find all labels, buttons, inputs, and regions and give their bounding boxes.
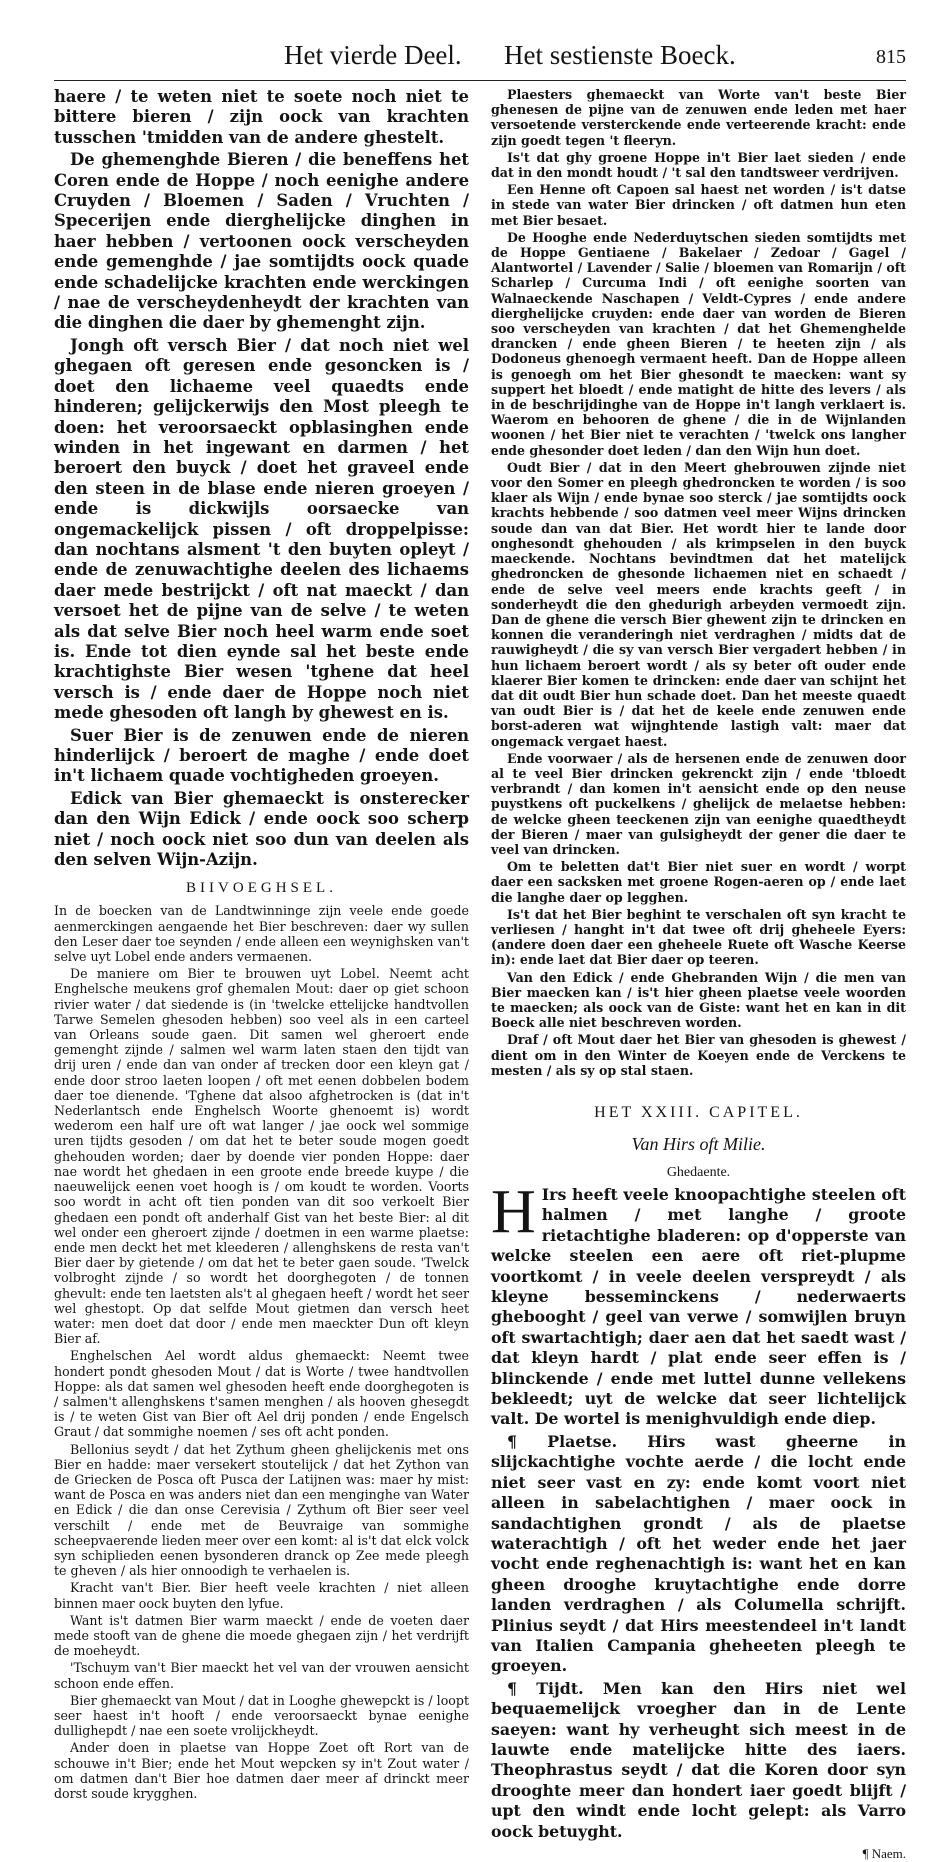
paragraph: Een Henne oft Capoen sal haest net worden / is't datse in stede van water Bier drincken / oft datmen hun eten met Bier besaet. — [491, 182, 906, 228]
catchword: ¶ Naem. — [862, 1846, 906, 1861]
section-heading: BIIVOEGHSEL. — [186, 880, 337, 897]
right-column — [491, 87, 906, 1861]
paragraph: De maniere om Bier te brouwen uyt Lobel. Neemt acht Enghelsche meukens grof ghemalen Mout: daer op giet schoon rivier water / dat siedende is (in 'twelcke ettelijcke handtvollen Tarwe Semelen ghesoden hebben) soo veel als in een carteel van Orleans soude gaen. Dit samen wel gheroert ende gemenght zijnde / salmen wel warm laten staen den tijdt van drij uren / ende dan van onder af trecken door een kleyn gat / ende door stroo laeten loopen / oft met eenen dobbelen bodem daer toe dienende. 'Tghene dat alsoo afghetrocken is (dat in't Nederlantsch ende Enghelsch Woorte ghenoemt is) wordt wederom een half ure oft wat langer / jae oock wel sommige uren tijdts gesoden / om dat het te beter soude mogen goedt ghehouden worden; daer by doende vier ponden Hoppe: daer nae wordt het ghedaen in een groote ende breede kuype / die naeuwelijck eenen voet hoogh is / om koudt te worden. Voorts soo wordt in acht oft tien ponden van dit soo verkoelt Bier ghedaen een pondt oft anderhalf Gist van het beste Bier: al dit wel onder een gheroert zijnde / doetmen in een warme plaetse: ende men deckt het met kleederen / allenghskens de resta van't Bier daer by gietende / om dat het te beter gaen soude. 'Twelck volbroght zijnde / so wordt het doorghegoten / de tonnen ghevult: ende ten laetsten als't al ghegaen heeft / wordt het seer wel ghestopt. Op dat selfde Mout gietmen dan versch heet water: men doet dat door / ende men maeckter Dun oft kleyn Bier af. — [54, 966, 469, 1347]
part-title: Het vierde Deel. — [284, 40, 462, 70]
paragraph: Om te beletten dat't Bier niet suer en wordt / worpt daer een sacksken met groene Rogen-aeren op / ende laet die langhe daer op legghen. — [491, 859, 906, 905]
paragraph: Jongh oft versch Bier / dat noch niet wel ghegaen oft geresen ende gesoncken is / doet den lichaeme veel quaedts ende hinderen; gelijckerwijs den Most pleegh te doen: het veroorsaeckt opblasinghen ende winden in het ingewant en darmen / het beroert den buyck / doet het graveel ende den steen in de blase ende nieren groeyen / ende is dickwijls oorsaecke van ongemackelijck pissen / oft droppelpisse: dan nochtans alsment 't den buyten opleyt / ende de zenuwachtighe deelen des lichaems daer mede bestrijckt / oft nat maeckt / dan versoet het de pijne van de selve / te weten als dat selve Bier noch heel warm ende soet is. Ende tot dien eynde sal het beste ende krachtighste Bier wesen 'tghene dat heel versch is / ende daer de Hoppe noch niet mede ghesoden oft langh by ghewest en is. — [54, 335, 469, 723]
paragraph: Enghelschen Ael wordt aldus ghemaeckt: Neemt twee hondert pondt ghesoden Mout / dat is Worte / twee handtvollen Hoppe: als dat samen wel ghesoden heeft ende doorghegoten is / salmen't allenghskens t'samen menghen / als hooven ghesegdt is / te weten Gist van Bier oft Ael drij ponden / ende Engelsch Graut / dat sommighe noemen / ses oft acht ponden. — [54, 1348, 469, 1440]
paragraph: Ander doen in plaetse van Hoppe Zoet oft Rort van de schouwe in't Bier; ende het Mout wepcken sy in't Zout water / om datmen dan't Bier hoe datmen daer meer af drinckt meer dorst soude krygghen. — [54, 1740, 469, 1802]
paragraph: Suer Bier is de zenuwen ende de nieren hinderlijck / beroert de maghe / ende doet in't lichaem quade vochtigheden groeyen. — [54, 725, 469, 786]
chapter-heading: HET XXIII. CAPITEL. — [594, 1104, 803, 1121]
paragraph — [491, 1178, 906, 1430]
paragraph: ¶ Tijdt. Men kan den Hirs niet wel bequaemelijck vroegher dan in de Lente saeyen: want hy verheught sich meest in de lauwte ende matelijcke hitte des iaers. Theophrastus seydt / dat die Koren door syn drooghte meer dan hondert iaer goedt blijft / upt den windt ende locht gelept: als Varro oock betuyght. — [491, 1678, 906, 1841]
paragraph: De ghemenghde Bieren / die beneffens het Coren ende de Hoppe / noch eenighe andere Cruyden / Bloemen / Saden / Vruchten / Specerijen ende dierghelijcke dinghen in haer hebben / vertoonen oock verscheyden ende gemenghde / jae somtijdts oock quade ende schadelijcke krachten ende werckingen / nae de verscheydenheydt der krachten van die dinghen die daer by ghemenght zijn. — [54, 150, 469, 333]
paragraph: De Hooghe ende Nederduytschen sieden somtijdts met de Hoppe Gentiaene / Bakelaer / Zedoar / Gagel / Alantwortel / Lavender / Salie / bloemen van Romarijn / oft Scharlep / Curcuma Indi / oft eenighe soorten van Walnaeckende Naschapen / Veldt-Cypres / ende andere dierghelijcke cruyden: ende daer van worden de Bieren soo verscheyden van krachten / dat het Ghemenghelde drancken / ende gheen Bieren / te heeten zijn / als Dodoneus ghenoegh vermaent heeft. Dan de Hoppe alleen is genoegh om het Bier ghesondt te maecken: want sy suppert het bloedt / ende matight de hitte des levers / als in de beschrijdinghe van de Hoppe in't langh verklaert is. Waerom en behooren de ghene / die in de Wijnlanden woonen / het Bier niet te verachten / 'twelck ons langher ende ghesonder doet leden / dan den Wijn hun doet. — [491, 229, 906, 458]
paragraph: Ende voorwaer / als de hersenen ende de zenuwen door al te veel Bier drincken gekrenckt zijn / ende 'tbloedt verbrandt / dan komen in't aensicht ende op den neuse puystkens oft puckelkens / ghelijck de melaetse hebben: de welcke gheen teeckenen zijn van eenighe quaedtheydt der Bieren / maer van gulsigheydt der gener die daer te veel van drincken. — [491, 750, 906, 857]
paragraph: Edick van Bier ghemaeckt is onsterecker dan den Wijn Edick / ende oock soo scherp niet / noch oock niet soo dun van deelen als den selven Wijn-Azijn. — [54, 788, 469, 870]
chapter-title: Van Hirs oft Milie. — [631, 1134, 766, 1154]
running-head — [54, 38, 906, 78]
page-number: 815 — [876, 46, 906, 68]
left-column — [54, 87, 469, 1802]
paragraph: Plaesters ghemaeckt van Worte van't beste Bier ghenesen de pijne van de zenuwen ende leden met haer versoetende versterckende ende verteerende kracht: ende zijn goedt tegen 't fleeryn. — [491, 87, 906, 148]
paragraph: Draf / oft Mout daer het Bier van ghesoden is ghewest / dient om in den Winter de Koeyen ende de Verckens te mesten / als sy op stal staen. — [491, 1032, 906, 1078]
paragraph: Want is't datmen Bier warm maeckt / ende de voeten daer mede stooft van de ghene die moede ghegaen zijn / het verdrijft de moeheydt. — [54, 1612, 469, 1659]
drop-cap: H — [491, 1178, 536, 1246]
paragraph: Kracht van't Bier. Bier heeft veele krachten / niet alleen binnen maer oock buyten den lyfue. — [54, 1580, 469, 1611]
paragraph: In de boecken van de Landtwinninge zijn veele ende goede aenmerckingen aengaende het Bier beschreven: daer wy sullen den Leser daer toe seynden / ende alleen een weynighsken van't selve uyt Lobel ende anders vermaenen. — [54, 903, 469, 965]
paragraph: ¶ Plaetse. Hirs wast gheerne in slijckachtighe vochte aerde / die locht ende niet seer vast en zy: ende komt voort niet alleen in sabelachtighen / maer oock in sandachtighen grondt / als de plaetse waterachtigh / oft het weder ende het jaer vocht ende reghenachtigh is: want het en kan gheen drooghe kruytachtighe ende dorre landen verdraghen / als Columella schrijft. Plinius seydt / dat Hirs meestendeel in't landt van Italien Campania gheheeten pleegh te groeyen. — [491, 1431, 906, 1676]
paragraph: Bellonius seydt / dat het Zythum gheen ghelijckenis met ons Bier en hadde: maer versekert stoutelijck / dat het Zython van de Griecken de Posca oft Pusca der Latijnen was: maer hy mist: want de Posca en was anders niet dan een menginghe van Water en Edick / die dan onse Cerevisia / Zythum oft Bier seer veel verschilt / ende met de Beuvraige van sommighe scheepvaerende lieden meer over een komt: al is't dat elck volck syn schiplieden eenen bysonderen dranck op Zee mede pleegh te gheven / als hier onnoodigh te verhaelen is. — [54, 1441, 469, 1579]
paragraph: Oudt Bier / dat in den Meert ghebrouwen zijnde niet voor den Somer en pleegh ghedroncken te worden / is soo klaer als Wijn / ende bynae soo sterck / jae somtijdts oock krachts hebbende / soo datmen veel meer Wijns drincken soude dan van dat Bier. Het wordt hier te lande door onghesondt ghehouden / als krimpselen in den buyck maeckende. Nochtans bevindtmen dat het matelijck ghedroncken de ghesonde lichaemen niet en schaedt / ende de selve veel meers ende krachts geeft / in sonderheydt die den ghedurigh arbeyden vermoedt zijn. Dan de ghene die versch Bier ghewent zijn te drincken en konnen die veranderingh niet verdraghen / midts dat de rauwigheydt / die sy van versch Bier vergadert hebben / in hun lichaem beroert wordt / als sy beter oft ouder ende klaerer Bier komen te drincken: ende daer van schijnt het dat dit oudt Bier hun schade doet. Dan het meeste quaedt van oudt Bier is / dat het de keele ende zenuwen ende borst-aderen wat wijnghtende lastigh valt: maer dat ongemack vergaet haest. — [491, 459, 906, 749]
section-heading: Ghedaente. — [666, 1165, 731, 1180]
paragraph: Is't dat ghy groene Hoppe in't Bier laet sieden / ende dat in den mondt houdt / 't sal den tandtsweer verdrijven. — [491, 149, 906, 181]
paragraph: Van den Edick / ende Ghebranden Wijn / die men van Bier maecken kan / is't hier gheen plaetse veele woorden te maecken; als oock van de Giste: want het en kan in dit Boeck alle niet beschreven worden. — [491, 969, 906, 1031]
paragraph: 'Tschuym van't Bier maeckt het vel van der vrouwen aensicht schoon ende effen. — [54, 1660, 469, 1691]
paragraph: Is't dat het Bier beghint te verschalen oft syn kracht te verliesen / hanght in't dat twee oft drij gheheele Eyers: (andere doen daer een gheheele Ruete oft Wasche Keerse in): ende laet dat Bier daer op teeren. — [491, 906, 906, 968]
paragraph-text: Irs heeft veele knoopachtighe steelen oft halmen / met langhe / groote rietachtighe bladeren: op d'opperste van welcke steelen een aere oft riet-plupme voortkomt / in veele deelen verspreydt / als kleyne besseminckens / nederwaerts ghebooght / geel van verwe / somwijlen bruyn oft swartachtigh; daer aen dat het saedt wast / dat kleyn hardt / plat ende seer effen is / blinckende / ende met luttel dunne vellekens bekleedt; uyt de welcke dat seer lichtelijck valt. De wortel is menighvuldigh ende diep. — [491, 1185, 906, 1429]
book-title: Het sestienste Boeck. — [504, 40, 736, 70]
paragraph: haere / te weten niet te soete noch niet te bittere bieren / zijn oock van krachten tusschen 'tmidden van de andere ghestelt. — [54, 87, 469, 147]
paragraph: Bier ghemaeckt van Mout / dat in Looghe ghewepckt is / loopt seer haest in't hooft / ende veroorsaeckt bynae eenighe dullighepdt / nae een soete vrolijckheydt. — [54, 1692, 469, 1739]
header-rule — [54, 80, 906, 81]
